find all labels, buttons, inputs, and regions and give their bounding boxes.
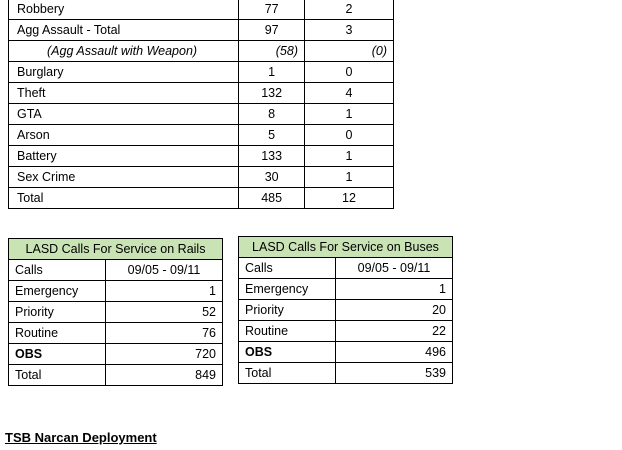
table-row — [239, 342, 453, 363]
crime-rail-count: 485 — [239, 188, 305, 209]
calls-label: Routine — [9, 323, 106, 344]
calls-header-label: Calls — [239, 258, 336, 279]
table-header-row — [9, 260, 223, 281]
calls-header-label: Calls — [9, 260, 106, 281]
table-row-total — [9, 188, 394, 209]
table-row — [9, 41, 394, 62]
crime-rail-count: 30 — [239, 167, 305, 188]
rails-calls-table — [8, 238, 223, 386]
crime-rail-count: 5 — [239, 125, 305, 146]
calls-value: 849 — [106, 365, 223, 386]
calls-value: 539 — [336, 363, 453, 384]
table-header-row — [239, 258, 453, 279]
rails-calls-body — [9, 239, 223, 386]
calls-label: OBS — [239, 342, 336, 363]
crime-label: Sex Crime — [9, 167, 239, 188]
calls-label: Routine — [239, 321, 336, 342]
calls-label: Total — [9, 365, 106, 386]
crime-label: GTA — [9, 104, 239, 125]
crime-label: Robbery — [9, 0, 239, 20]
section-heading-narcan: TSB Narcan Deployment — [5, 430, 157, 445]
table-row — [9, 0, 394, 20]
calls-value: 76 — [106, 323, 223, 344]
crime-label: Agg Assault - Total — [9, 20, 239, 41]
calls-label: Total — [239, 363, 336, 384]
table-row — [9, 20, 394, 41]
crime-label: Battery — [9, 146, 239, 167]
crime-bus-count: 0 — [304, 62, 393, 83]
crime-rail-count: 97 — [239, 20, 305, 41]
buses-calls-body — [239, 237, 453, 384]
crime-bus-count: 1 — [304, 146, 393, 167]
crime-rail-count: (58) — [239, 41, 305, 62]
table-row — [9, 125, 394, 146]
table-title: LASD Calls For Service on Buses — [239, 237, 453, 258]
table-row — [239, 300, 453, 321]
crime-rail-count: 132 — [239, 83, 305, 104]
table-row — [239, 279, 453, 300]
table-title: LASD Calls For Service on Rails — [9, 239, 223, 260]
crime-rail-count: 1 — [239, 62, 305, 83]
table-row — [9, 344, 223, 365]
calls-value: 20 — [336, 300, 453, 321]
crime-label: (Agg Assault with Weapon) — [9, 41, 239, 62]
table-row — [9, 62, 394, 83]
crime-stats-table — [8, 0, 394, 209]
table-row — [9, 167, 394, 188]
crime-bus-count: 1 — [304, 167, 393, 188]
crime-stats-body — [9, 0, 394, 209]
table-row — [9, 323, 223, 344]
calls-header-period: 09/05 - 09/11 — [336, 258, 453, 279]
table-title-row — [239, 237, 453, 258]
calls-header-period: 09/05 - 09/11 — [106, 260, 223, 281]
crime-rail-count: 133 — [239, 146, 305, 167]
calls-value: 1 — [106, 281, 223, 302]
crime-bus-count: 0 — [304, 125, 393, 146]
crime-label: Arson — [9, 125, 239, 146]
table-title-row — [9, 239, 223, 260]
crime-bus-count: 4 — [304, 83, 393, 104]
table-row — [239, 321, 453, 342]
buses-calls-table — [238, 236, 453, 384]
crime-label: Total — [9, 188, 239, 209]
table-row — [9, 83, 394, 104]
crime-bus-count: (0) — [304, 41, 393, 62]
crime-rail-count: 77 — [239, 0, 305, 20]
crime-bus-count: 3 — [304, 20, 393, 41]
crime-bus-count: 2 — [304, 0, 393, 20]
crime-label: Theft — [9, 83, 239, 104]
crime-bus-count: 12 — [304, 188, 393, 209]
calls-label: Emergency — [239, 279, 336, 300]
calls-value: 496 — [336, 342, 453, 363]
calls-label: Emergency — [9, 281, 106, 302]
table-row — [9, 146, 394, 167]
crime-bus-count: 1 — [304, 104, 393, 125]
calls-label: OBS — [9, 344, 106, 365]
crime-label: Burglary — [9, 62, 239, 83]
calls-value: 1 — [336, 279, 453, 300]
calls-label: Priority — [9, 302, 106, 323]
table-row — [9, 104, 394, 125]
calls-value: 720 — [106, 344, 223, 365]
table-row — [9, 302, 223, 323]
calls-label: Priority — [239, 300, 336, 321]
calls-value: 22 — [336, 321, 453, 342]
crime-rail-count: 8 — [239, 104, 305, 125]
table-row-total — [9, 365, 223, 386]
table-row-total — [239, 363, 453, 384]
table-row — [9, 281, 223, 302]
calls-value: 52 — [106, 302, 223, 323]
